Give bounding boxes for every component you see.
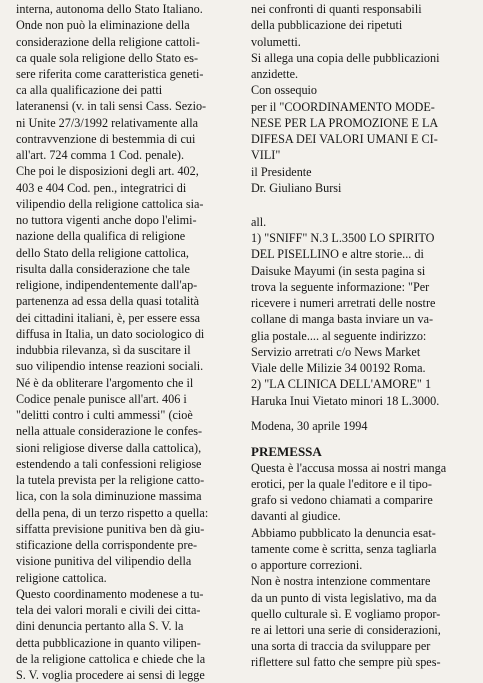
text-line: Questa è l'accusa mossa ai nostri manga [251, 461, 447, 475]
text-line: nei confronti di quanti responsabili [251, 2, 422, 16]
text-line: una sorta di traccia da sviluppare per [251, 639, 431, 653]
text-line: DEL PISELLINO e altre storie... di [251, 247, 424, 261]
text-line: tela dei valori morali e civili dei citta- [16, 603, 201, 617]
text-line: ni Unite 27/3/1992 relativamente alla [16, 116, 199, 130]
text-line: tamente come è scritta, senza tagliarla [251, 542, 437, 556]
text-line: anzidette. [251, 67, 299, 81]
text-line: stificazione della corrispondente pre- [16, 538, 198, 552]
text-line: interna, autonoma dello Stato Italiano. [16, 2, 203, 16]
text-line: Modena, 30 aprile 1994 [251, 419, 368, 433]
text-line: nazione della qualifica di religione [16, 229, 186, 243]
text-line: Né è da obliterare l'argomento che il [16, 376, 194, 390]
text-line: ricevere i numeri arretrati delle nostre [251, 296, 436, 310]
text-line: Haruka Inui Vietato minori 18 L.3000. [251, 394, 440, 408]
text-line: Viale delle Milizie 34 00192 Roma. [251, 361, 426, 375]
text-line: NESE PER LA PROMOZIONE E LA [251, 116, 439, 130]
text-line: Si allega una copia delle pubblicazioni [251, 51, 440, 65]
text-line: DIFESA DEI VALORI UMANI E CI- [251, 132, 438, 146]
text-line: religione, indipendentemente dall'ap- [16, 278, 198, 292]
text-line: Servizio arretrati c/o News Market [251, 345, 421, 359]
text-line: la tutela prevista per la religione catto- [16, 473, 205, 487]
text-line: Abbiamo pubblicato la denuncia esat- [251, 526, 436, 540]
text-line: erotici, per la quale l'editore e il tipo- [251, 477, 432, 491]
text-line: lateranensi (v. in tali sensi Cass. Sezio- [16, 99, 207, 113]
text-line: 403 e 404 Cod. pen., integratrici di [16, 181, 187, 195]
text-line: Con ossequio [251, 83, 318, 97]
text-line: davanti al giudice. [251, 509, 341, 523]
text-line: detta pubblicazione in quanto vilipen- [16, 636, 201, 650]
text-line: Non è nostra intenzione commentare [251, 574, 431, 588]
text-line: quello culturale sì. E vogliamo propor- [251, 607, 441, 621]
text-line: estendendo a tali confessioni religiose [16, 457, 202, 471]
text-line: dei cittadini italiani, è, per essere essa [16, 311, 201, 325]
text-line: Questo coordinamento modenese a tu- [16, 587, 204, 601]
text-line: risulta dalla considerazione che tale [16, 262, 190, 276]
text-line: nella attuale considerazione le confes- [16, 424, 203, 438]
text-line: della pena, di un terzo rispetto a quella: [16, 506, 209, 520]
text-line: vilipendio della religione cattolica sia- [16, 197, 204, 211]
text-line: ca quale sola religione dello Stato es- [16, 51, 199, 65]
text-line: dello Stato della religione cattolica, [16, 246, 189, 260]
text-line: volumetti. [251, 35, 301, 49]
text-line: siffatta previsione punitiva ben dà giu- [16, 522, 205, 536]
text-line: visione punitiva del vilipendio della [16, 554, 192, 568]
text-line: diffusa in Italia, un dato sociologico di [16, 327, 205, 341]
text-line: Onde non può la eliminazione della [16, 18, 190, 32]
text-line: trova la seguente informazione: "Per [251, 280, 430, 294]
text-line: all. [251, 215, 267, 229]
text-line: grafo si vedono chiamati a comparire [251, 493, 433, 507]
text-line: religione cattolica. [16, 571, 107, 585]
section-heading: PREMESSA [251, 444, 322, 459]
text-line: "delitti contro i culti ammessi" (cioè [16, 408, 193, 422]
text-line: S. V. voglia procedere ai sensi di legge [16, 668, 205, 682]
text-line: Daisuke Mayumi (in sesta pagina si [251, 264, 426, 278]
text-line: no tuttora vigenti anche dopo l'elimi- [16, 213, 197, 227]
text-line: de la religione cattolica e chiede che la [16, 652, 206, 666]
text-line: partenenza ad essa della quasi totalità [16, 294, 200, 308]
text-line: per il "COORDINAMENTO MODE- [251, 100, 435, 114]
text-line: indubbia rilevanza, sì da suscitare il [16, 343, 191, 357]
text-line: contravvenzione di bestemmia di cui [16, 132, 196, 146]
text-line: sioni religiose diverse dalla cattolica), [16, 441, 202, 455]
text-line: della pubblicazione dei ripetuti [251, 18, 403, 32]
text-line: suo vilipendio intense reazioni sociali. [16, 359, 204, 373]
text-line: dini denuncia pertanto alla S. V. la [16, 619, 184, 633]
text-line: glia postale.... al seguente indirizzo: [251, 329, 427, 343]
text-line: Che poi le disposizioni degli art. 402, [16, 164, 199, 178]
text-line: Codice penale punisce all'art. 406 i [16, 392, 187, 406]
text-line: re ai lettori una serie di considerazioni, [251, 623, 441, 637]
text-line: VILI" [251, 148, 281, 162]
text-line: sere riferita come caratteristica geneti- [16, 67, 204, 81]
text-line: il Presidente [251, 165, 312, 179]
text-line: o apporture correzioni. [251, 558, 363, 572]
text-line: considerazione della religione cattoli- [16, 35, 200, 49]
text-line: 2) "LA CLINICA DELL'AMORE" 1 [251, 377, 432, 391]
text-line: all'art. 724 comma 1 Cod. penale). [16, 148, 185, 162]
text-line: lica, con la sola diminuzione massima [16, 489, 202, 503]
text-line: collane di manga basta inviare un va- [251, 312, 434, 326]
text-line: da un punto di vista legislativo, ma da [251, 591, 437, 605]
text-line: ca alla qualificazione dei patti [16, 83, 163, 97]
text-line: riflettere sul fatto che sempre più spes- [251, 655, 441, 669]
text-line: 1) "SNIFF" N.3 L.3500 LO SPIRITO [251, 231, 435, 245]
text-line: Dr. Giuliano Bursi [251, 181, 342, 195]
